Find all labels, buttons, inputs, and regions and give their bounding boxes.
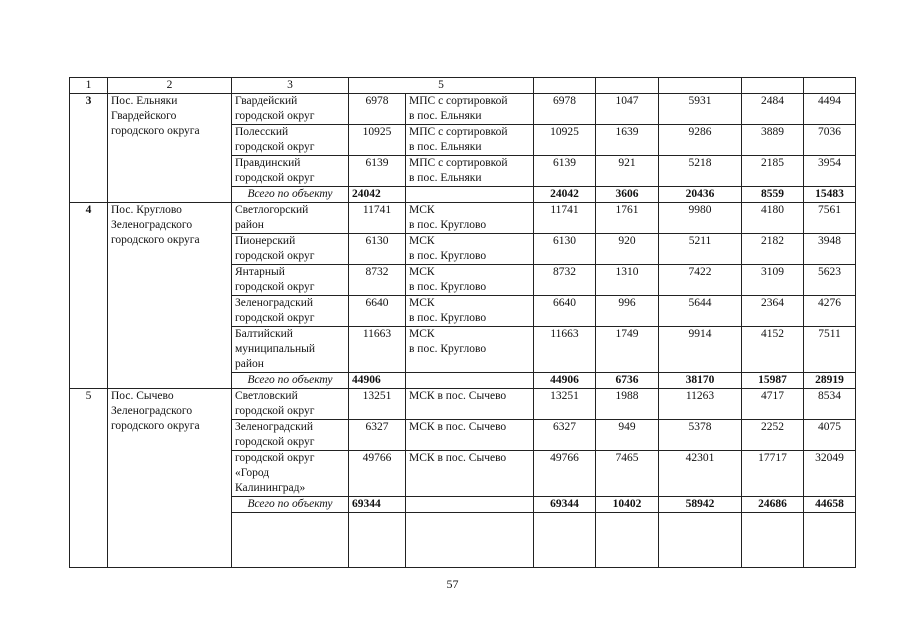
volume-c: 3109	[742, 265, 804, 296]
volume-d: 4276	[804, 296, 856, 327]
volume-c: 2182	[742, 234, 804, 265]
volume-d: 3948	[804, 234, 856, 265]
empty-cell	[349, 513, 406, 568]
header-cell	[534, 78, 596, 94]
table-row	[70, 203, 856, 234]
total-facility-blank	[406, 187, 534, 203]
volume-c: 4180	[742, 203, 804, 234]
facility: МПС с сортировкой в пос. Ельняки	[406, 125, 534, 156]
source-district: Светловский городской округ	[232, 389, 349, 420]
total-label: Всего по объекту	[232, 187, 349, 203]
volume-a: 7465	[596, 451, 659, 497]
volume-c: 17717	[742, 451, 804, 497]
volume-c: 2185	[742, 156, 804, 187]
waste-volume: 6130	[349, 234, 406, 265]
volume-b: 9980	[659, 203, 742, 234]
volume-a: 996	[596, 296, 659, 327]
facility: МСК в пос. Сычево	[406, 420, 534, 451]
volume-d: 4494	[804, 94, 856, 125]
waste-volume: 6978	[349, 94, 406, 125]
header-cell: 1	[70, 78, 108, 94]
volume-total: 6978	[534, 94, 596, 125]
total-volume: 24042	[349, 187, 406, 203]
volume-b: 5931	[659, 94, 742, 125]
volume-total: 6130	[534, 234, 596, 265]
source-district: городской округ «Город Калининград»	[232, 451, 349, 497]
volume-d: 7511	[804, 327, 856, 373]
facility: МСК в пос. Круглово	[406, 296, 534, 327]
volume-total: 49766	[534, 451, 596, 497]
source-district: Гвардейский городской округ	[232, 94, 349, 125]
facility: МСК в пос. Сычево	[406, 451, 534, 497]
source-district: Балтийский муниципальный район	[232, 327, 349, 373]
object-number: 3	[70, 94, 108, 203]
waste-volume: 10925	[349, 125, 406, 156]
volume-c: 2484	[742, 94, 804, 125]
volume-a: 1310	[596, 265, 659, 296]
empty-cell	[804, 513, 856, 568]
header-cell	[742, 78, 804, 94]
total-value: 3606	[596, 187, 659, 203]
total-value: 28919	[804, 373, 856, 389]
volume-b: 5378	[659, 420, 742, 451]
volume-total: 13251	[534, 389, 596, 420]
source-district: Пионерский городской округ	[232, 234, 349, 265]
volume-a: 1761	[596, 203, 659, 234]
total-volume: 69344	[349, 497, 406, 513]
source-district: Правдинский городской округ	[232, 156, 349, 187]
volume-b: 42301	[659, 451, 742, 497]
empty-cell	[232, 513, 349, 568]
volume-total: 10925	[534, 125, 596, 156]
empty-cell	[659, 513, 742, 568]
volume-d: 7036	[804, 125, 856, 156]
total-value: 58942	[659, 497, 742, 513]
object-name: Пос. Круглово Зеленоградского городского округа	[108, 203, 232, 389]
total-label: Всего по объекту	[232, 497, 349, 513]
empty-cell	[596, 513, 659, 568]
total-value: 24042	[534, 187, 596, 203]
waste-volume: 49766	[349, 451, 406, 497]
volume-total: 6139	[534, 156, 596, 187]
volume-c: 2364	[742, 296, 804, 327]
volume-total: 6640	[534, 296, 596, 327]
facility: МСК в пос. Круглово	[406, 265, 534, 296]
total-value: 10402	[596, 497, 659, 513]
empty-cell	[742, 513, 804, 568]
table-row	[70, 389, 856, 420]
facility: МСК в пос. Круглово	[406, 327, 534, 373]
object-number: 5	[70, 389, 108, 568]
volume-a: 1047	[596, 94, 659, 125]
volume-d: 32049	[804, 451, 856, 497]
object-number: 4	[70, 203, 108, 389]
volume-b: 11263	[659, 389, 742, 420]
page-number: 57	[446, 577, 459, 591]
total-volume: 44906	[349, 373, 406, 389]
volume-d: 4075	[804, 420, 856, 451]
waste-volume: 11663	[349, 327, 406, 373]
total-value: 44658	[804, 497, 856, 513]
volume-b: 5218	[659, 156, 742, 187]
volume-total: 11663	[534, 327, 596, 373]
waste-volume: 6640	[349, 296, 406, 327]
header-cell	[659, 78, 742, 94]
total-value: 8559	[742, 187, 804, 203]
total-value: 44906	[534, 373, 596, 389]
total-value: 24686	[742, 497, 804, 513]
volume-d: 7561	[804, 203, 856, 234]
empty-cell	[534, 513, 596, 568]
volume-a: 920	[596, 234, 659, 265]
volume-a: 949	[596, 420, 659, 451]
header-cell	[596, 78, 659, 94]
facility: МСК в пос. Круглово	[406, 203, 534, 234]
object-name: Пос. Ельняки Гвардейского городского округа	[108, 94, 232, 203]
volume-c: 3889	[742, 125, 804, 156]
facility: МПС с сортировкой в пос. Ельняки	[406, 156, 534, 187]
volume-total: 8732	[534, 265, 596, 296]
header-row	[70, 78, 856, 94]
volume-b: 5644	[659, 296, 742, 327]
source-district: Зеленоградский городской округ	[232, 420, 349, 451]
total-label: Всего по объекту	[232, 373, 349, 389]
volume-d: 8534	[804, 389, 856, 420]
total-value: 38170	[659, 373, 742, 389]
header-cell: 3	[232, 78, 349, 94]
volume-a: 1988	[596, 389, 659, 420]
total-facility-blank	[406, 373, 534, 389]
waste-volume: 8732	[349, 265, 406, 296]
source-district: Зеленоградский городской округ	[232, 296, 349, 327]
volume-b: 7422	[659, 265, 742, 296]
facility: МСК в пос. Круглово	[406, 234, 534, 265]
volume-b: 5211	[659, 234, 742, 265]
header-cell	[804, 78, 856, 94]
facility: МСК в пос. Сычево	[406, 389, 534, 420]
volume-a: 1639	[596, 125, 659, 156]
volume-c: 4717	[742, 389, 804, 420]
empty-cell	[406, 513, 534, 568]
table-row	[70, 94, 856, 125]
total-value: 20436	[659, 187, 742, 203]
source-district: Светлогорский район	[232, 203, 349, 234]
volume-d: 3954	[804, 156, 856, 187]
source-district: Янтарный городской округ	[232, 265, 349, 296]
facility: МПС с сортировкой в пос. Ельняки	[406, 94, 534, 125]
volume-a: 921	[596, 156, 659, 187]
table-body	[70, 78, 856, 568]
capacity-table	[69, 77, 856, 568]
volume-total: 11741	[534, 203, 596, 234]
total-value: 15987	[742, 373, 804, 389]
waste-volume: 6139	[349, 156, 406, 187]
waste-volume: 11741	[349, 203, 406, 234]
volume-total: 6327	[534, 420, 596, 451]
volume-c: 2252	[742, 420, 804, 451]
volume-a: 1749	[596, 327, 659, 373]
object-name: Пос. Сычево Зеленоградского городского округа	[108, 389, 232, 568]
volume-b: 9286	[659, 125, 742, 156]
header-cell: 2	[108, 78, 232, 94]
total-value: 15483	[804, 187, 856, 203]
volume-b: 9914	[659, 327, 742, 373]
header-cell: 5	[349, 78, 534, 94]
total-facility-blank	[406, 497, 534, 513]
volume-d: 5623	[804, 265, 856, 296]
waste-volume: 6327	[349, 420, 406, 451]
source-district: Полесский городской округ	[232, 125, 349, 156]
total-value: 6736	[596, 373, 659, 389]
waste-volume: 13251	[349, 389, 406, 420]
total-value: 69344	[534, 497, 596, 513]
volume-c: 4152	[742, 327, 804, 373]
